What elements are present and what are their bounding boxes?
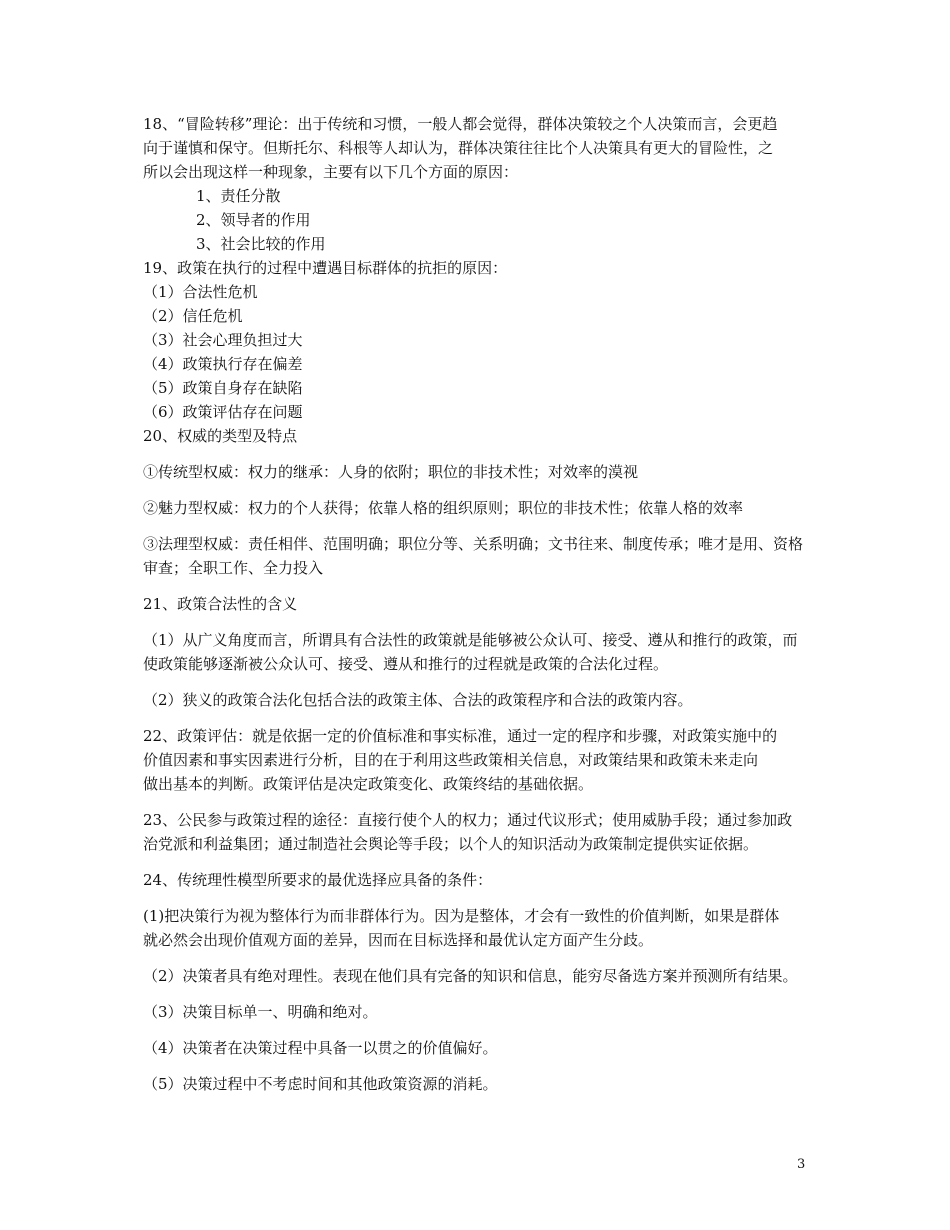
charismatic-authority-paragraph: ②魅力型权威：权力的个人获得；依靠人格的组织原则；职位的非技术性；依靠人格的效率 — [143, 499, 744, 517]
section-18-line: 向于谨慎和保守。但斯托尔、科根等人却认为，群体决策往往比个人决策具有更大的冒险性，之 — [143, 139, 774, 157]
paragraph-line: 就必然会出现价值观方面的差异，因而在目标选择和最优认定方面产生分歧。 — [143, 931, 654, 949]
section-23 — [143, 808, 823, 856]
broad-legitimacy-paragraph — [143, 628, 823, 676]
narrow-legitimacy-paragraph: （2）狭义的政策合法化包括合法的政策主体、合法的政策程序和合法的政策内容。 — [143, 691, 693, 709]
section-20-title: 20、权威的类型及特点 — [143, 427, 298, 445]
condition-1-paragraph — [143, 904, 823, 952]
section-19-title: 19、政策在执行的过程中遭遇目标群体的抗拒的原因： — [143, 259, 508, 277]
paragraph-line: 审查；全职工作、全力投入 — [143, 559, 324, 577]
section-18-item: 2、领导者的作用 — [196, 211, 311, 229]
condition-3-paragraph: （3）决策目标单一、明确和绝对。 — [143, 1003, 378, 1021]
legal-authority-paragraph — [143, 532, 823, 580]
section-19-item: （6）政策评估存在问题 — [143, 403, 303, 421]
page-content — [143, 112, 823, 1096]
section-24 — [143, 868, 823, 1096]
section-19-item: （3）社会心理负担过大 — [143, 331, 303, 349]
section-18-line: 18、“冒险转移”理论：出于传统和习惯，一般人都会觉得，群体决策较之个人决策而言，会更趋 — [143, 115, 778, 133]
section-20 — [143, 424, 823, 580]
condition-4-paragraph: （4）决策者在决策过程中具备一以贯之的价值偏好。 — [143, 1039, 498, 1057]
section-21-title: 21、政策合法性的含义 — [143, 595, 298, 613]
section-21 — [143, 592, 823, 712]
paragraph-line: 使政策能够逐渐被公众认可、接受、遵从和推行的过程就是政策的合法化过程。 — [143, 655, 669, 673]
paragraph-line: 23、公民参与政策过程的途径：直接行使个人的权力；通过代议形式；使用威胁手段；通过参加政 — [143, 811, 793, 829]
paragraph-line: 22、政策评估：就是依据一定的价值标准和事实标准，通过一定的程序和步骤，对政策实施中的 — [143, 727, 778, 745]
section-19-item: （2）信任危机 — [143, 307, 243, 325]
section-18-item: 1、责任分散 — [196, 187, 281, 205]
section-24-title: 24、传统理性模型所要求的最优选择应具备的条件： — [143, 871, 493, 889]
paragraph-line: 价值因素和事实因素进行分析，目的在于利用这些政策相关信息，对政策结果和政策未来走向 — [143, 751, 759, 769]
section-18-line: 所以会出现这样一种现象，主要有以下几个方面的原因： — [143, 163, 519, 181]
condition-2-paragraph: （2）决策者具有绝对理性。表现在他们具有完备的知识和信息，能穷尽备选方案并预测所有结果。 — [143, 967, 798, 985]
page-number: 3 — [797, 1157, 806, 1172]
section-19-item: （1）合法性危机 — [143, 283, 258, 301]
condition-5-paragraph: （5）决策过程中不考虑时间和其他政策资源的消耗。 — [143, 1075, 498, 1093]
paragraph-line: (1)把决策行为视为整体行为而非群体行为。因为是整体，才会有一致性的价值判断，如果是群体 — [143, 907, 780, 925]
section-19-item: （4）政策执行存在偏差 — [143, 355, 303, 373]
section-22 — [143, 724, 823, 796]
section-18-item: 3、社会比较的作用 — [196, 235, 326, 253]
section-18 — [143, 112, 823, 256]
section-19-item: （5）政策自身存在缺陷 — [143, 379, 303, 397]
paragraph-line: ③法理型权威：责任相伴、范围明确；职位分等、关系明确；文书往来、制度传承；唯才是用、资格 — [143, 535, 804, 553]
section-19 — [143, 256, 823, 424]
paragraph-line: （1）从广义角度而言，所谓具有合法性的政策就是能够被公众认可、接受、遵从和推行的政策，而 — [143, 631, 798, 649]
paragraph-line: 做出基本的判断。政策评估是决定政策变化、政策终结的基础依据。 — [143, 775, 594, 793]
traditional-authority-paragraph: ①传统型权威：权力的继承：人身的依附；职位的非技术性；对效率的漠视 — [143, 463, 639, 481]
paragraph-line: 治党派和利益集团；通过制造社会舆论等手段；以个人的知识活动为政策制定提供实证依据。 — [143, 835, 759, 853]
